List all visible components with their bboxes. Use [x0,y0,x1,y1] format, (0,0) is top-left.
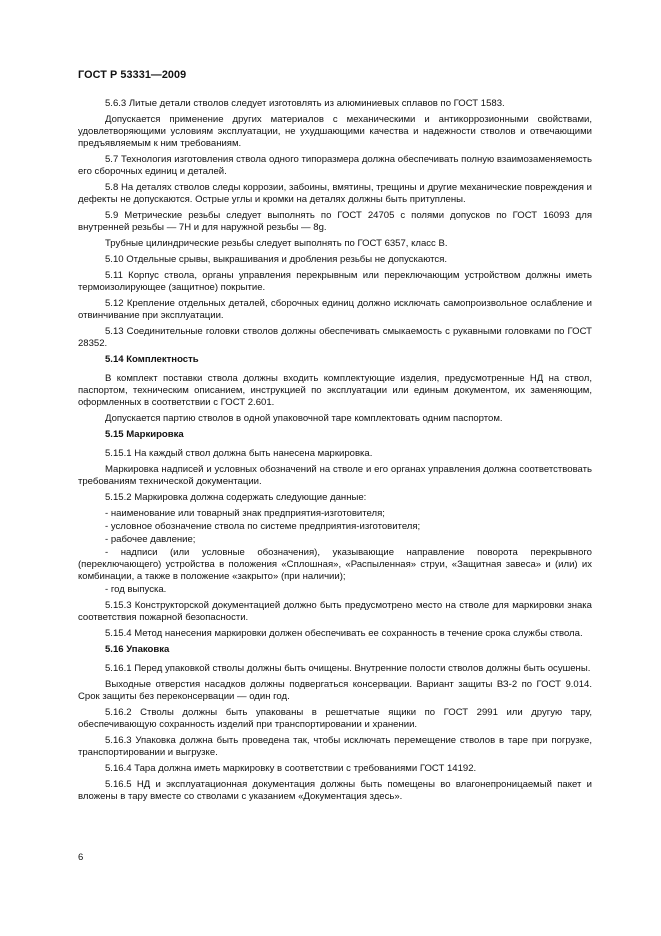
section-heading: 5.16 Упаковка [105,644,170,655]
list-item: - условное обозначение ствола по системе предприятия-изготовителя; [105,521,421,532]
paragraph: 5.9 Метрические резьбы следует выполнять по ГОСТ 24705 с полями допусков по ГОСТ 16093 для внутренней резьбы — 7H и для наружной резьбы — 8g. [78,210,592,233]
paragraph: 5.11 Корпус ствола, органы управления перекрывным или переключающим устройством должны иметь термоизолирующее (защитное) покрытие. [78,270,592,293]
paragraph: 5.15.3 Конструкторской документацией должно быть предусмотрено место на стволе для маркировки знака соответствия пожарной безопасности. [78,600,592,623]
paragraph: 5.16.2 Стволы должны быть упакованы в решетчатые ящики по ГОСТ 2991 или другую тару, обеспечивающую сохранность изделий при транспортировании и хранении. [78,707,592,730]
paragraph: 5.16.1 Перед упаковкой стволы должны быть очищены. Внутренние полости стволов должны быть осушены. [105,663,591,674]
paragraph: Допускается партию стволов в одной упаковочной таре комплектовать одним паспортом. [105,413,503,424]
document-header: ГОСТ Р 53331—2009 [78,69,187,81]
list-item: - наименование или товарный знак предприятия-изготовителя; [105,508,385,519]
paragraph: 5.15.2 Маркировка должна содержать следующие данные: [105,492,367,503]
paragraph: 5.12 Крепление отдельных деталей, сборочных единиц должно исключать самопроизвольное ослабление и отвинчивание при эксплуатации. [78,298,592,321]
list-item: - надписи (или условные обозначения), указывающие направление поворота перекрывного (переключающего) устройства в положения «Сплошная», «Распыленная» струи, «Защитная завеса» и (или) их комбинации, а также в положение «закрыто» (при наличии); [78,547,592,582]
list-item: - рабочее давление; [105,534,196,545]
paragraph: Трубные цилиндрические резьбы следует выполнять по ГОСТ 6357, класс В. [105,238,448,249]
paragraph: 5.6.3 Литые детали стволов следует изготовлять из алюминиевых сплавов по ГОСТ 1583. [105,98,505,109]
paragraph: 5.13 Соединительные головки стволов должны обеспечивать смыкаемость с рукавными головками по ГОСТ 28352. [78,326,592,349]
list-item: - год выпуска. [105,584,167,595]
section-heading: 5.15 Маркировка [105,429,184,440]
paragraph: 5.7 Технология изготовления ствола одного типоразмера должна обеспечивать полную взаимозаменяемость его сборочных единиц и деталей. [78,154,592,177]
document-body [78,98,592,807]
paragraph: Выходные отверстия насадков должны подвергаться консервации. Вариант защиты ВЗ-2 по ГОСТ 9.014. Срок защиты без переконсервации — один год. [78,679,592,702]
paragraph: 5.16.4 Тара должна иметь маркировку в соответствии с требованиями ГОСТ 14192. [105,763,477,774]
paragraph: 5.16.3 Упаковка должна быть проведена так, чтобы исключать перемещение стволов в таре при погрузке, транспортировании и выгрузке. [78,735,592,758]
section-heading: 5.14 Комплектность [105,354,199,365]
paragraph: 5.15.1 На каждый ствол должна быть нанесена маркировка. [105,448,373,459]
paragraph: 5.15.4 Метод нанесения маркировки должен обеспечивать ее сохранность в течение срока службы ствола. [105,628,583,639]
paragraph: Допускается применение других материалов с механическими и антикоррозионными свойствами, удовлетворяющими условиям эксплуатации, не ухудшающими качества и надежности стволов и отвечающими предъявляемым к ним требованиям. [78,114,592,149]
paragraph: В комплект поставки ствола должны входить комплектующие изделия, предусмотренные НД на ствол, паспортом, техническим описанием, инструкцией по эксплуатации или единым документом, их заменяющим, оформленных в соответствии с ГОСТ 2.601. [78,373,592,408]
page-number: 6 [78,852,84,863]
paragraph: 5.10 Отдельные срывы, выкрашивания и дробления резьбы не допускаются. [105,254,448,265]
paragraph: 5.8 На деталях стволов следы коррозии, забоины, вмятины, трещины и другие механические повреждения и дефекты не допускаются. Острые углы и кромки на деталях должны быть притуплены. [78,182,592,205]
paragraph: 5.16.5 НД и эксплуатационная документация должны быть помещены во влагонепроницаемый пакет и вложены в тару вместе со стволами с указанием «Документация здесь». [78,779,592,802]
paragraph: Маркировка надписей и условных обозначений на стволе и его органах управления должна соответствовать требованиям технической документации. [78,464,592,487]
